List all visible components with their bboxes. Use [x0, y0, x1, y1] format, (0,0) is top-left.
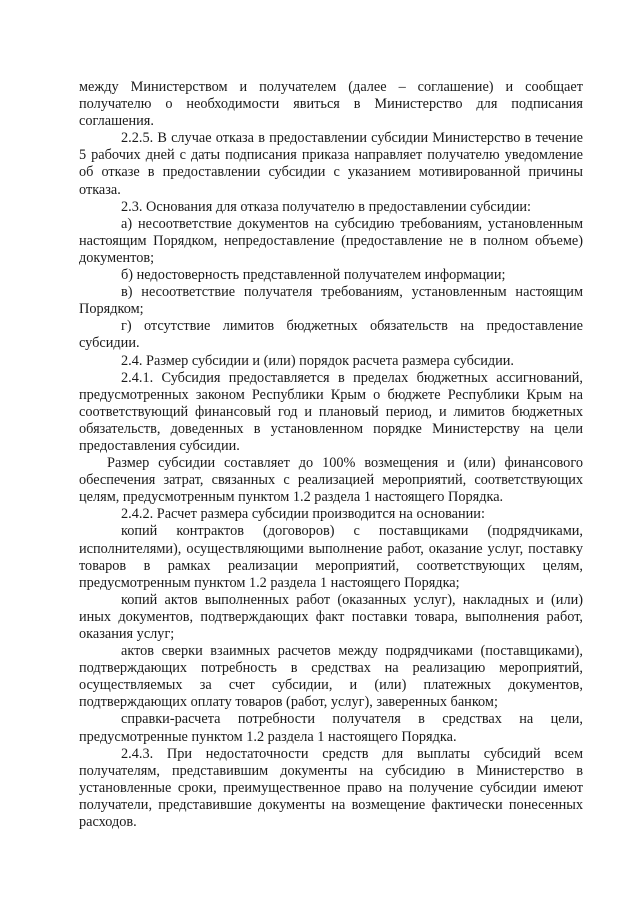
paragraph-2-4-1: 2.4.1. Субсидия предоставляется в пределах бюджетных ассигнований, предусмотренных законом Республики Крым о бюджете Республики Крым на соответствующий финансовый год и плановый период, и лимитов бюджетных обязательств, доведенных в установленном порядке Министерству на цели предоставления субсидии. — [79, 369, 583, 454]
document-page — [79, 79, 583, 831]
paragraph-reconciliation-acts: актов сверки взаимных расчетов между подрядчиками (поставщиками), подтверждающих потребность в средствах на реализацию мероприятий, осуществляемых за счет субсидии, и (или) платежных документов, подтверждающих оплату товаров (работ, услуг), заверенных банком; — [79, 643, 583, 711]
list-item-v: в) несоответствие получателя требованиям, установленным настоящим Порядком; — [79, 284, 583, 318]
paragraph-contract-copies: копий контрактов (договоров) с поставщиками (подрядчиками, исполнителями), осуществляющими выполнение работ, оказание услуг, поставку товаров в рамках реализации мероприятий, соответствующих целям, предусмотренным пунктом 1.2 раздела 1 настоящего Порядка; — [79, 523, 583, 591]
list-item-b: б) недостоверность представленной получателем информации; — [121, 267, 506, 284]
paragraph-calculation-certificate: справки-расчета потребности получателя в средствах на цели, предусмотренные пунктом 1.2 раздела 1 настоящего Порядка. — [79, 711, 583, 745]
paragraph-2-4: 2.4. Размер субсидии и (или) порядок расчета размера субсидии. — [121, 352, 515, 369]
paragraph-act-copies: копий актов выполненных работ (оказанных услуг), накладных и (или) иных документов, подтверждающих факт поставки товара, выполнения работ, оказания услуг; — [79, 591, 583, 642]
paragraph-agreement-notice: между Министерством и получателем (далее – соглашение) и сообщает получателю о необходимости явиться в Министерство для подписания соглашения. — [79, 79, 583, 130]
paragraph-2-4-2: 2.4.2. Расчет размера субсидии производится на основании: — [121, 506, 485, 523]
paragraph-2-4-3: 2.4.3. При недостаточности средств для выплаты субсидий всем получателям, представившим документы на субсидию в Министерство в установленные сроки, преимущественное право на получение субсидии имеют получатели, представившие документы на возмещение фактически понесенных расходов. — [79, 745, 583, 831]
paragraph-subsidy-amount: Размер субсидии составляет до 100% возмещения и (или) финансового обеспечения затрат, связанных с реализацией мероприятий, соответствующих целям, предусмотренным пунктом 1.2 раздела 1 настоящего Порядка. — [79, 455, 583, 506]
paragraph-2-3: 2.3. Основания для отказа получателю в предоставлении субсидии: — [121, 198, 531, 215]
list-item-g: г) отсутствие лимитов бюджетных обязательств на предоставление субсидии. — [79, 318, 583, 352]
paragraph-2-2-5: 2.2.5. В случае отказа в предоставлении субсидии Министерство в течение 5 рабочих дней с даты подписания приказа направляет получателю уведомление об отказе в предоставлении субсидии с указанием мотивированной причины отказа. — [79, 130, 583, 198]
list-item-a: а) несоответствие документов на субсидию требованиям, установленным настоящим Порядком, непредоставление (предоставление не в полном объеме) документов; — [79, 215, 583, 266]
